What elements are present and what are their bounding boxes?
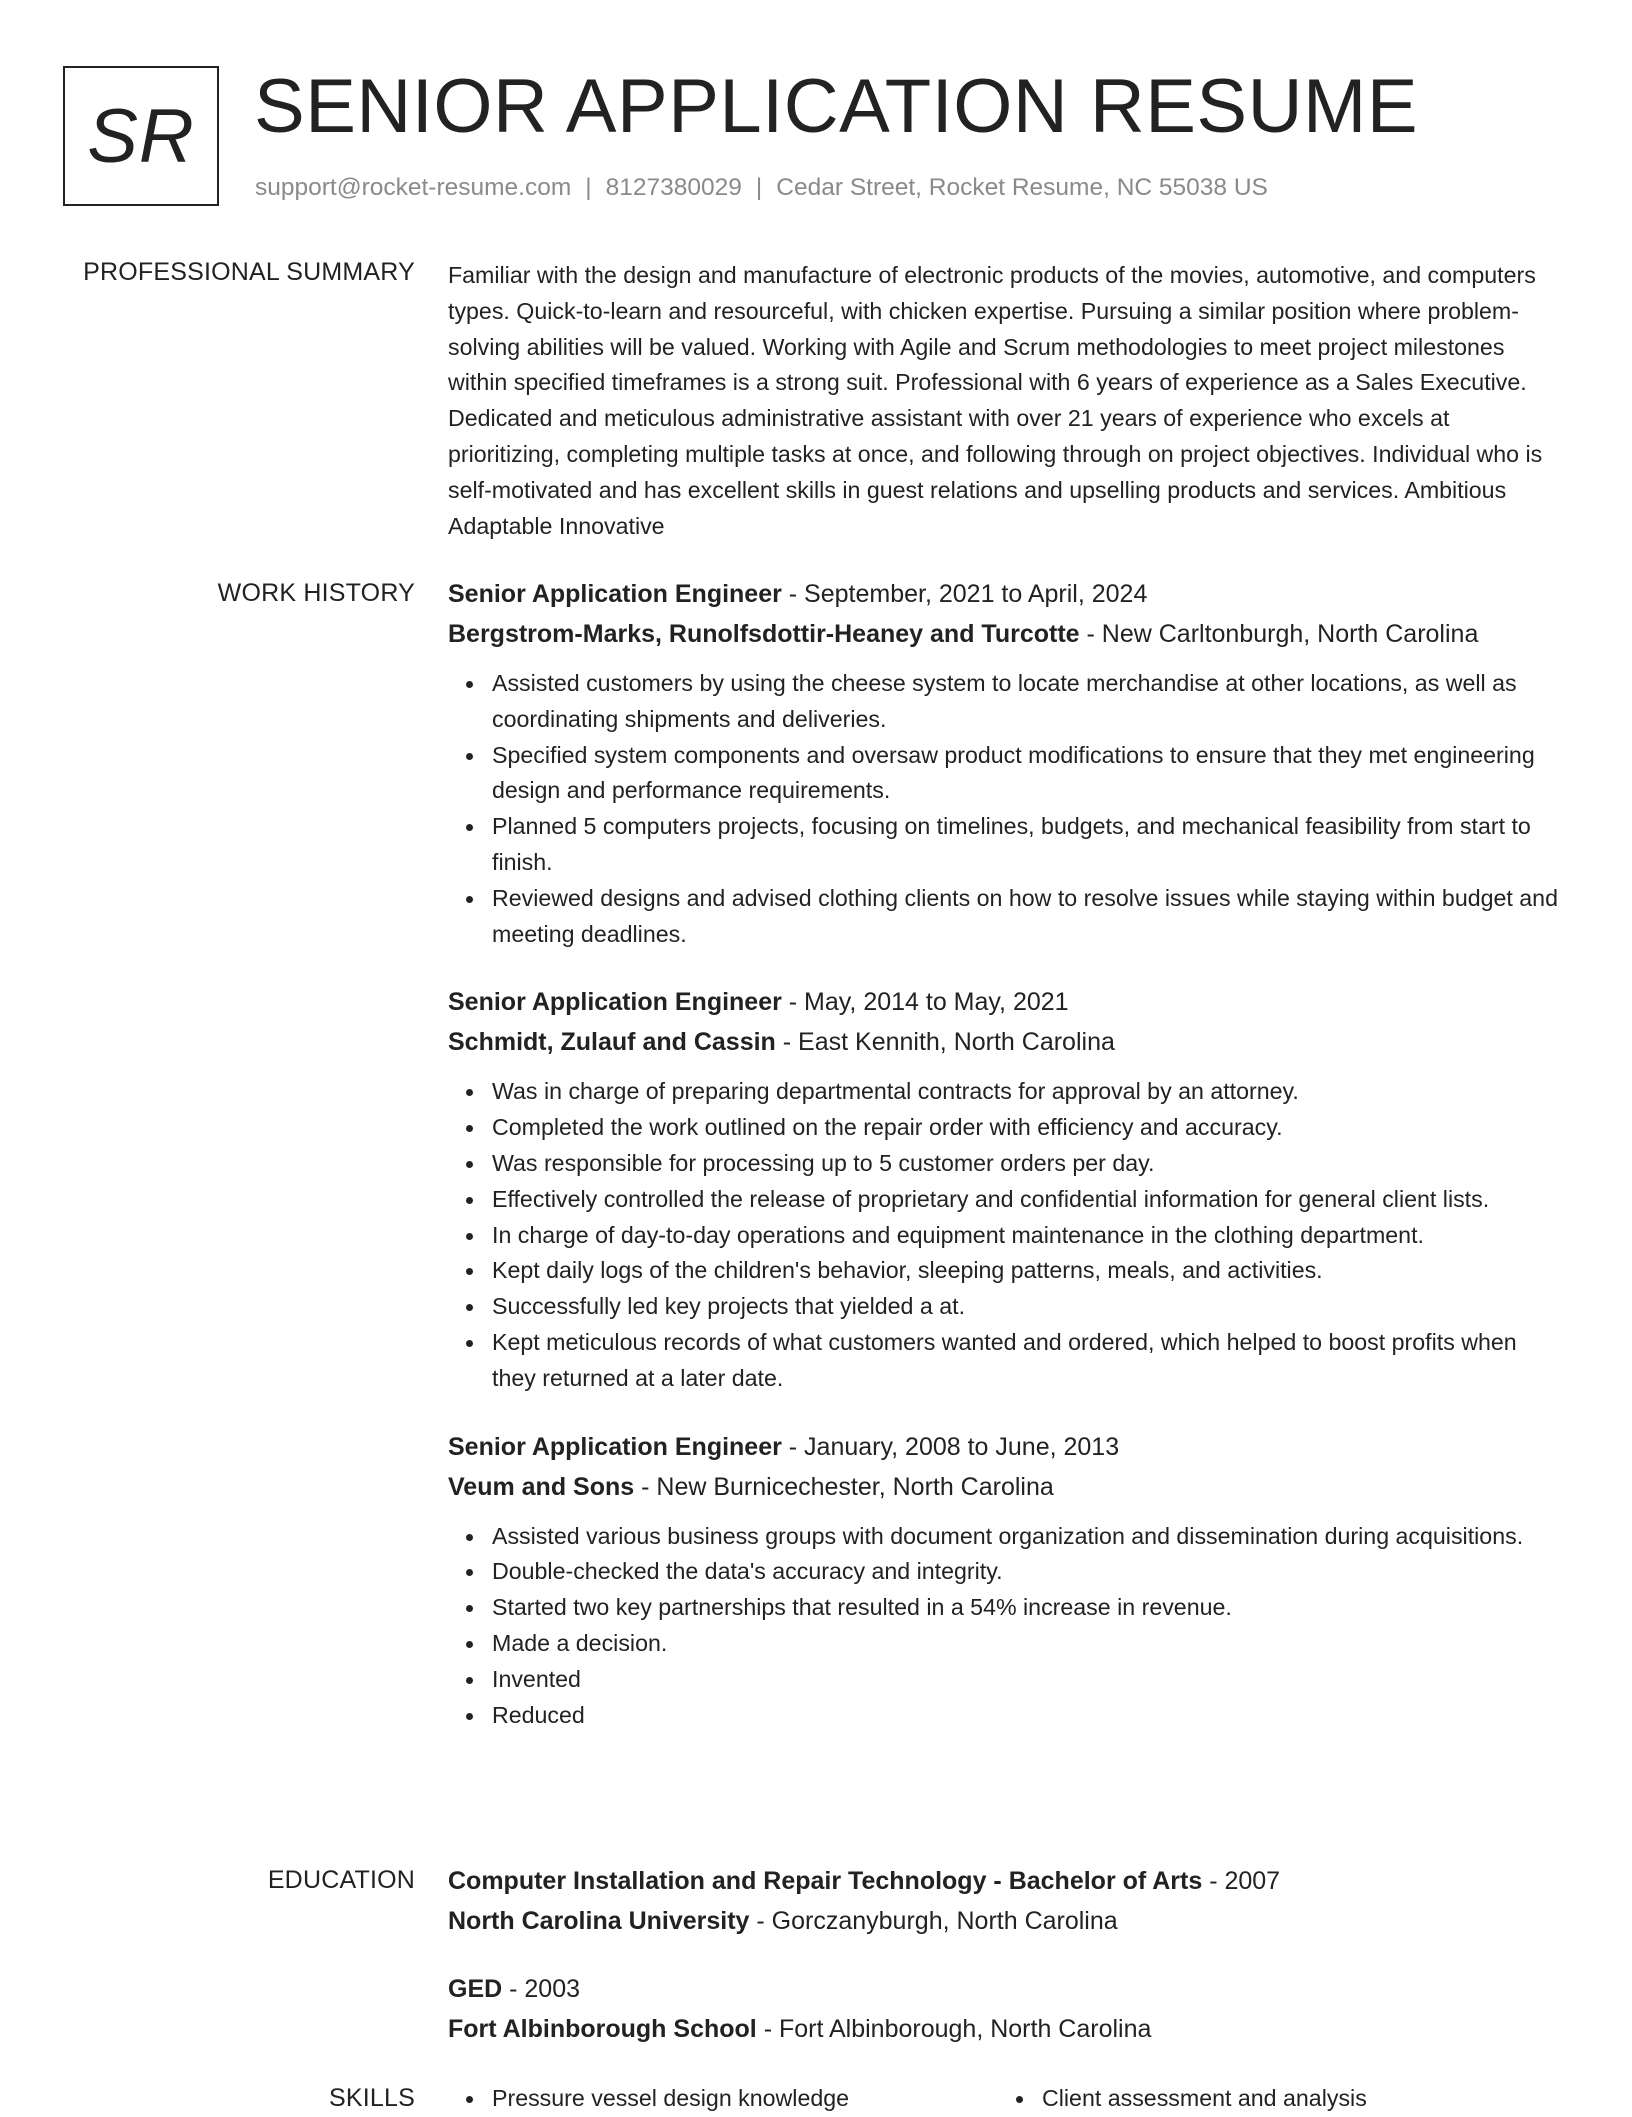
education-entry [448,1861,1566,1941]
job-bullet: Assisted various business groups with document organization and dissemination during acquisitions. [492,1519,1566,1555]
job-company-line [448,1022,1566,1062]
summary-body [448,258,1566,544]
job-title-line [448,1427,1566,1467]
job-bullet: Assisted customers by using the cheese system to locate merchandise at other locations, as well as coordinating shipments and deliveries. [492,666,1566,738]
work-history-body [448,574,1566,1759]
job-bullet: Invented [492,1662,1566,1698]
job-bullet: Successfully led key projects that yielded a at. [492,1289,1566,1325]
job-dates: - January, 2008 to June, 2013 [781,1432,1120,1461]
education-degree: GED [448,1975,503,2003]
job-location: - New Burnicechester, North Carolina [634,1472,1054,1501]
job-title-line [448,574,1566,614]
job-title: Senior Application Engineer [448,1432,782,1461]
job-bullet: Reviewed designs and advised clothing clients on how to resolve issues while staying within budget and meeting deadlines. [492,881,1566,953]
job-bullet: Was responsible for processing up to 5 customer orders per day. [492,1146,1566,1182]
job-bullet: Made a decision. [492,1626,1566,1662]
job-bullet: Kept meticulous records of what customers wanted and ordered, which helped to boost profits when they returned at a later date. [492,1325,1566,1397]
job-company-line [448,614,1566,654]
education-location: - Gorczanyburgh, North Carolina [749,1907,1118,1935]
job-bullet: Specified system components and oversaw product modifications to ensure that they met engineering design and performance requirements. [492,738,1566,810]
contact-separator: | [585,174,592,201]
education-degree-line [448,1969,1566,2009]
job-bullets [448,1519,1566,1734]
skills-column-right [998,2081,1548,2117]
contact-email: support@rocket-resume.com [255,174,572,201]
contact-separator: | [755,174,763,201]
education-location: - Fort Albinborough, North Carolina [756,2015,1152,2043]
job-title: Senior Application Engineer [448,580,782,608]
contact-address: Cedar Street, Rocket Resume, NC 55038 US [776,174,1268,201]
job-title-line [448,982,1566,1022]
job-bullet: Was in charge of preparing departmental contracts for approval by an attorney. [492,1074,1566,1110]
job-bullet: Double-checked the data's accuracy and integrity. [492,1554,1566,1590]
job-bullets [448,1074,1566,1396]
job-company: Schmidt, Zulauf and Cassin [448,1028,776,1057]
education-school: Fort Albinborough School [448,2015,757,2043]
education-year: - 2007 [1202,1867,1281,1895]
job-location: - East Kennith, North Carolina [775,1028,1115,1057]
education-degree-line [448,1861,1566,1901]
job-entry [448,574,1566,952]
job-bullets [448,666,1566,952]
skills-column-left [448,2081,998,2117]
job-dates: - September, 2021 to April, 2024 [781,580,1148,608]
job-entry [448,982,1566,1396]
job-bullet: In charge of day-to-day operations and equipment maintenance in the clothing department. [492,1218,1566,1254]
section-label-summary: PROFESSIONAL SUMMARY [83,258,415,286]
section-label-education: EDUCATION [267,1866,415,1894]
job-company: Veum and Sons [448,1472,635,1501]
education-entry [448,1969,1566,2049]
job-company: Bergstrom-Marks, Runolfsdottir-Heaney and Turcotte [448,620,1080,648]
job-bullet: Kept daily logs of the children's behavior, sleeping patterns, meals, and activities. [492,1253,1566,1289]
education-body [448,1861,1566,2077]
skills-columns [448,2081,1566,2117]
job-title: Senior Application Engineer [448,988,782,1017]
skill-item: Client assessment and analysis [1042,2081,1548,2117]
education-year: - 2003 [502,1975,581,2003]
education-school-line [448,1901,1566,1941]
skill-item: Pressure vessel design knowledge [492,2081,998,2117]
section-label-skills: SKILLS [329,2084,415,2112]
resume-header [63,66,1572,211]
education-degree: Computer Installation and Repair Technology - Bachelor of Arts [448,1867,1203,1895]
job-bullet: Started two key partnerships that resulted in a 54% increase in revenue. [492,1590,1566,1626]
education-school: North Carolina University [448,1907,750,1935]
job-dates: - May, 2014 to May, 2021 [781,988,1069,1017]
resume-title: SENIOR APPLICATION RESUME [254,64,1419,149]
job-company-line [448,1467,1566,1507]
summary-text: Familiar with the design and manufacture of electronic products of the movies, automotive, and computers types. Quick-to-learn and resourceful, with chicken expertise. Pursuing a similar position where problem-solving abilities will be valued. Working with Agile and Scrum methodologies to meet project milestones within specified timeframes is a strong suit. Professional with 6 years of experience as a Sales Executive. Dedicated and meticulous administrative assistant with over 21 years of experience who excels at prioritizing, completing multiple tasks at once, and following through on project objectives. Individual who is self-motivated and has excellent skills in guest relations and upselling products and services. Ambitious Adaptable Innovative [448,262,1543,539]
job-location: - New Carltonburgh, North Carolina [1079,620,1479,648]
section-label-work-history: WORK HISTORY [217,579,415,607]
skills-body [448,2081,1566,2117]
contact-phone: 8127380029 [605,174,742,201]
job-bullet: Completed the work outlined on the repair order with efficiency and accuracy. [492,1110,1566,1146]
education-school-line [448,2009,1566,2049]
job-entry [448,1427,1566,1734]
job-bullet: Reduced [492,1698,1566,1734]
monogram-logo: SR [63,66,219,206]
job-bullet: Effectively controlled the release of proprietary and confidential information for general client lists. [492,1182,1566,1218]
job-bullet: Planned 5 computers projects, focusing on timelines, budgets, and mechanical feasibility from start to finish. [492,809,1566,881]
contact-line [255,174,1268,202]
